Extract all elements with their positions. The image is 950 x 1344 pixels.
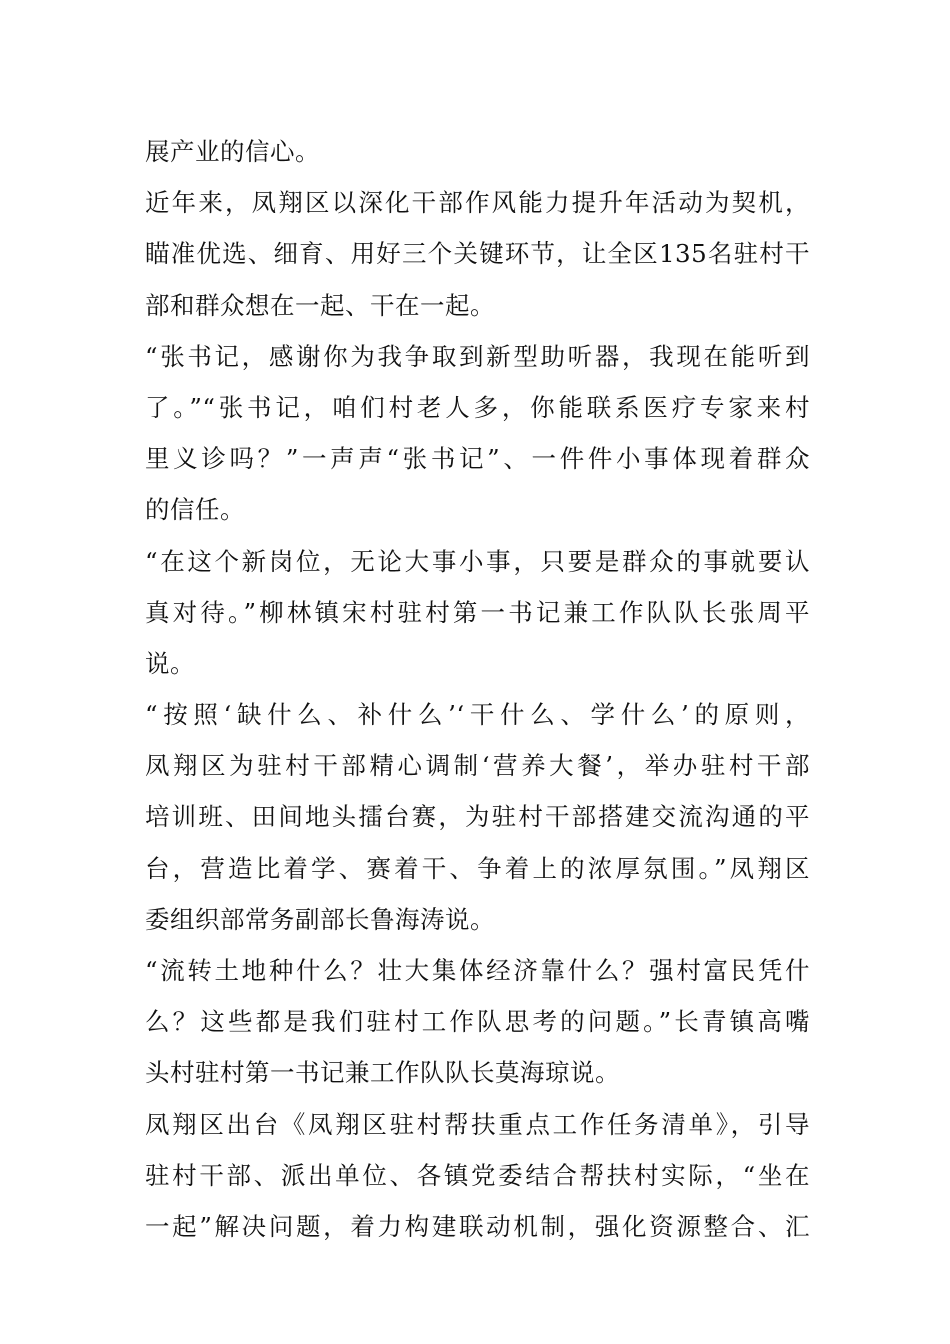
- text-line: 驻村干部、派出单位、各镇党委结合帮扶村实际，“坐在: [145, 1160, 810, 1190]
- text-line: “张书记，感谢你为我争取到新型助听器，我现在能听到: [145, 341, 810, 371]
- text-line: 真对待。”柳林镇宋村驻村第一书记兼工作队队长张周平: [145, 597, 810, 627]
- text-line: 部和群众想在一起、干在一起。: [145, 290, 495, 320]
- text-line: 凤翔区为驻村干部精心调制‘营养大餐’，举办驻村干部: [145, 751, 810, 781]
- text-line: 凤翔区出台《凤翔区驻村帮扶重点工作任务清单》，引导: [145, 1109, 810, 1139]
- text-line: 的信任。: [145, 495, 245, 525]
- text-line: 头村驻村第一书记兼工作队队长莫海琼说。: [145, 1058, 620, 1088]
- text-line: 台，营造比着学、赛着干、争着上的浓厚氛围。”凤翔区: [145, 853, 810, 883]
- text-line: 展产业的信心。: [145, 137, 320, 166]
- text-line: 了。”“张书记，咱们村老人多，你能联系医疗专家来村: [145, 392, 810, 422]
- text-line: 么？这些都是我们驻村工作队思考的问题。”长青镇高嘴: [145, 1007, 810, 1037]
- text-line: “按照‘缺什么、补什么’‘干什么、学什么’的原则，: [145, 700, 810, 730]
- text-line: 里义诊吗？”一声声“张书记”、一件件小事体现着群众: [145, 444, 810, 474]
- text-line: 近年来，凤翔区以深化干部作风能力提升年活动为契机，: [145, 188, 810, 218]
- text-line: 委组织部常务副部长鲁海涛说。: [145, 904, 495, 934]
- text-line: “在这个新岗位，无论大事小事，只要是群众的事就要认: [145, 546, 810, 576]
- body-text: [145, 126, 810, 1252]
- text-line: 一起”解决问题，着力构建联动机制，强化资源整合、汇: [145, 1211, 810, 1241]
- text-line: 说。: [145, 648, 195, 678]
- text-line: “流转土地种什么？壮大集体经济靠什么？强村富民凭什: [145, 956, 810, 985]
- text-line: 培训班、田间地头擂台赛，为驻村干部搭建交流沟通的平: [145, 802, 810, 832]
- text-line: 瞄准优选、细育、用好三个关键环节，让全区135名驻村干: [145, 239, 810, 269]
